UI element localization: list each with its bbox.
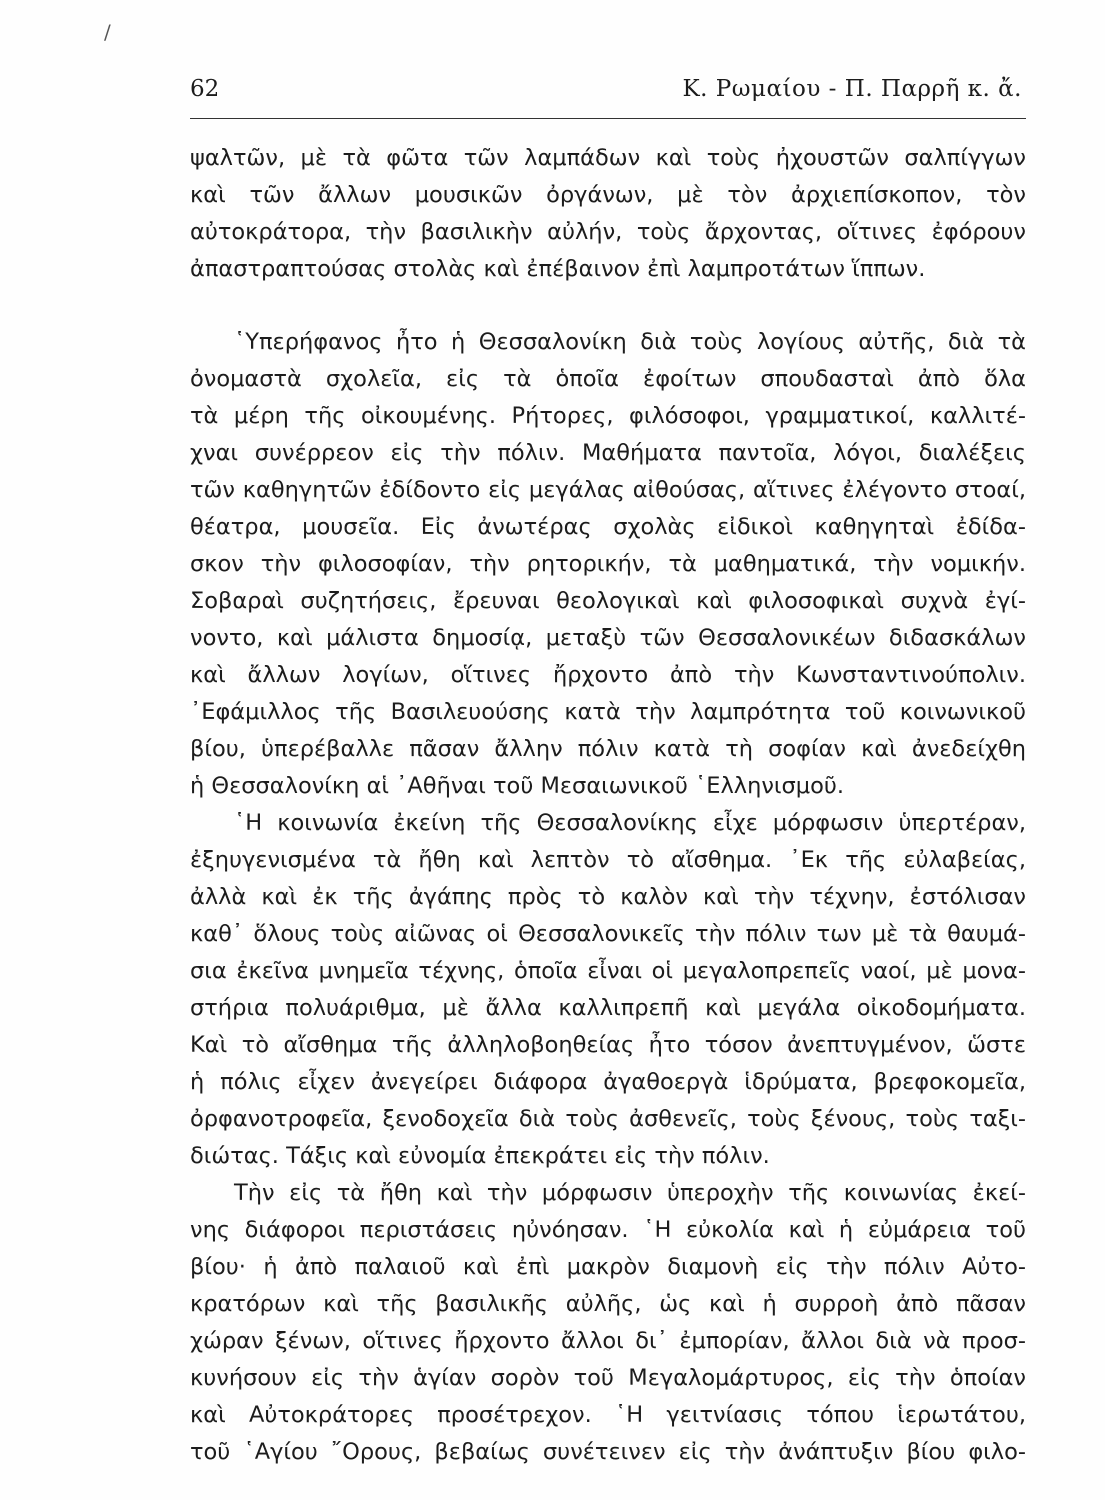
text-line: σκον τὴν φιλοσοφίαν, τὴν ρητορικήν, τὰ μαθηματικά, τὴν νομικήν.: [190, 551, 1026, 577]
paragraph-4: [190, 1175, 1026, 1471]
text-line: τῶν καθηγητῶν ἐδίδοντο εἰς μεγάλας αἰθούσας, αἵτινες ἐλέγοντο στοαί,: [190, 477, 1026, 503]
body-text: [190, 140, 1026, 1471]
text-line: καὶ ἄλλων λογίων, οἵτινες ἤρχοντο ἀπὸ τὴν Κωνσταντινούπολιν.: [190, 662, 1026, 688]
paragraph-2: [190, 324, 1026, 805]
text-line: βίου· ἡ ἀπὸ παλαιοῦ καὶ ἐπὶ μακρὸν διαμονὴ εἰς τὴν πόλιν Αὐτο-: [190, 1254, 1026, 1280]
text-line: χώραν ξένων, οἵτινες ἤρχοντο ἄλλοι δι᾽ ἐμπορίαν, ἄλλοι διὰ νὰ προσ-: [190, 1328, 1026, 1354]
text-line: ψαλτῶν, μὲ τὰ φῶτα τῶν λαμπάδων καὶ τοὺς ἠχουστῶν σαλπίγγων: [190, 145, 1026, 171]
text-line: νοντο, καὶ μάλιστα δημοσίᾳ, μεταξὺ τῶν Θεσσαλονικέων διδασκάλων: [190, 625, 1026, 651]
text-line: αὐτοκράτορα, τὴν βασιλικὴν αὐλήν, τοὺς ἄρχοντας, οἵτινες ἐφόρουν: [190, 219, 1026, 245]
text-line: θέατρα, μουσεῖα. Εἰς ἀνωτέρας σχολὰς εἰδικοὶ καθηγηταὶ ἐδίδα-: [190, 514, 1026, 540]
text-line: καθ᾽ ὅλους τοὺς αἰῶνας οἱ Θεσσαλονικεῖς τὴν πόλιν των μὲ τὰ θαυμά-: [190, 921, 1026, 947]
text-line: ῾Η κοινωνία ἐκείνη τῆς Θεσσαλονίκης εἶχε μόρφωσιν ὑπερτέραν,: [234, 810, 1026, 836]
text-line: ὀνομαστὰ σχολεῖα, εἰς τὰ ὁποῖα ἐφοίτων σπουδασταὶ ἀπὸ ὅλα: [190, 366, 1026, 392]
text-line: ἡ πόλις εἶχεν ἀνεγείρει διάφορα ἀγαθοεργὰ ἱδρύματα, βρεφοκομεῖα,: [190, 1069, 1026, 1095]
text-line: ῾Υπερήφανος ἦτο ἡ Θεσσαλονίκη διὰ τοὺς λογίους αὐτῆς, διὰ τὰ: [234, 329, 1026, 355]
text-line: κυνήσουν εἰς τὴν ἁγίαν σορὸν τοῦ Μεγαλομάρτυρος, εἰς τὴν ὁποίαν: [190, 1365, 1026, 1391]
text-line: ἀλλὰ καὶ ἐκ τῆς ἀγάπης πρὸς τὸ καλὸν καὶ τὴν τέχνην, ἐστόλισαν: [190, 884, 1026, 910]
text-line: καὶ Αὐτοκράτορες προσέτρεχον. ῾Η γειτνίασις τόπου ἱερωτάτου,: [190, 1402, 1026, 1428]
text-line: τοῦ ῾Αγίου ῎Ορους, βεβαίως συνέτεινεν εἰς τὴν ἀνάπτυξιν βίου φιλο-: [190, 1439, 1026, 1465]
text-line: χναι συνέρρεον εἰς τὴν πόλιν. Μαθήματα παντοῖα, λόγοι, διαλέξεις: [190, 440, 1026, 466]
paragraph-3: [190, 805, 1026, 1175]
text-line: ἡ Θεσσαλονίκη αἱ ᾽Αθῆναι τοῦ Μεσαιωνικοῦ ῾Ελληνισμοῦ.: [190, 773, 845, 799]
page-number: 62: [190, 76, 220, 102]
header-rule: [190, 118, 1026, 119]
paragraph-1: [190, 140, 1026, 288]
text-line: στήρια πολυάριθμα, μὲ ἄλλα καλλιπρεπῆ καὶ μεγάλα οἰκοδομήματα.: [190, 995, 1026, 1021]
text-line: ἀπαστραπτούσας στολὰς καὶ ἐπέβαινον ἐπὶ λαμπροτάτων ἵππων.: [190, 256, 926, 282]
text-line: κρατόρων καὶ τῆς βασιλικῆς αὐλῆς, ὡς καὶ ἡ συρροὴ ἀπὸ πᾶσαν: [190, 1291, 1026, 1317]
running-head: Κ. Ρωμαίου - Π. Παρρῆ κ. ἄ.: [682, 76, 1022, 102]
text-line: καὶ τῶν ἄλλων μουσικῶν ὀργάνων, μὲ τὸν ἀρχιεπίσκοπον, τὸν: [190, 182, 1026, 208]
text-line: διώτας. Τάξις καὶ εὐνομία ἐπεκράτει εἰς τὴν πόλιν.: [190, 1143, 770, 1169]
text-line: νης διάφοροι περιστάσεις ηὐνόησαν. ῾Η εὐκολία καὶ ἡ εὐμάρεια τοῦ: [190, 1217, 1026, 1243]
text-line: Τὴν εἰς τὰ ἤθη καὶ τὴν μόρφωσιν ὑπεροχὴν τῆς κοινωνίας ἐκεί-: [234, 1180, 1026, 1206]
text-line: ὀρφανοτροφεῖα, ξενοδοχεῖα διὰ τοὺς ἀσθενεῖς, τοὺς ξένους, τοὺς ταξι-: [190, 1106, 1026, 1132]
text-line: ᾽Εφάμιλλος τῆς Βασιλευούσης κατὰ τὴν λαμπρότητα τοῦ κοινωνικοῦ: [190, 699, 1026, 725]
stray-pen-mark: /: [104, 20, 111, 44]
text-line: Σοβαραὶ συζητήσεις, ἔρευναι θεολογικαὶ καὶ φιλοσοφικαὶ συχνὰ ἐγί-: [190, 588, 1026, 614]
text-line: τὰ μέρη τῆς οἰκουμένης. Ρήτορες, φιλόσοφοι, γραμματικοί, καλλιτέ-: [190, 403, 1026, 429]
text-line: Καὶ τὸ αἴσθημα τῆς ἀλληλοβοηθείας ἦτο τόσον ἀνεπτυγμένον, ὥστε: [190, 1032, 1026, 1058]
text-line: ἐξηυγενισμένα τὰ ἤθη καὶ λεπτὸν τὸ αἴσθημα. ᾽Εκ τῆς εὐλαβείας,: [190, 847, 1026, 873]
page-header: [190, 74, 1026, 114]
text-line: σια ἐκεῖνα μνημεῖα τέχνης, ὁποῖα εἶναι οἱ μεγαλοπρεπεῖς ναοί, μὲ μονα-: [190, 958, 1026, 984]
text-line: βίου, ὑπερέβαλλε πᾶσαν ἄλλην πόλιν κατὰ τὴ σοφίαν καὶ ἀνεδείχθη: [190, 736, 1026, 762]
